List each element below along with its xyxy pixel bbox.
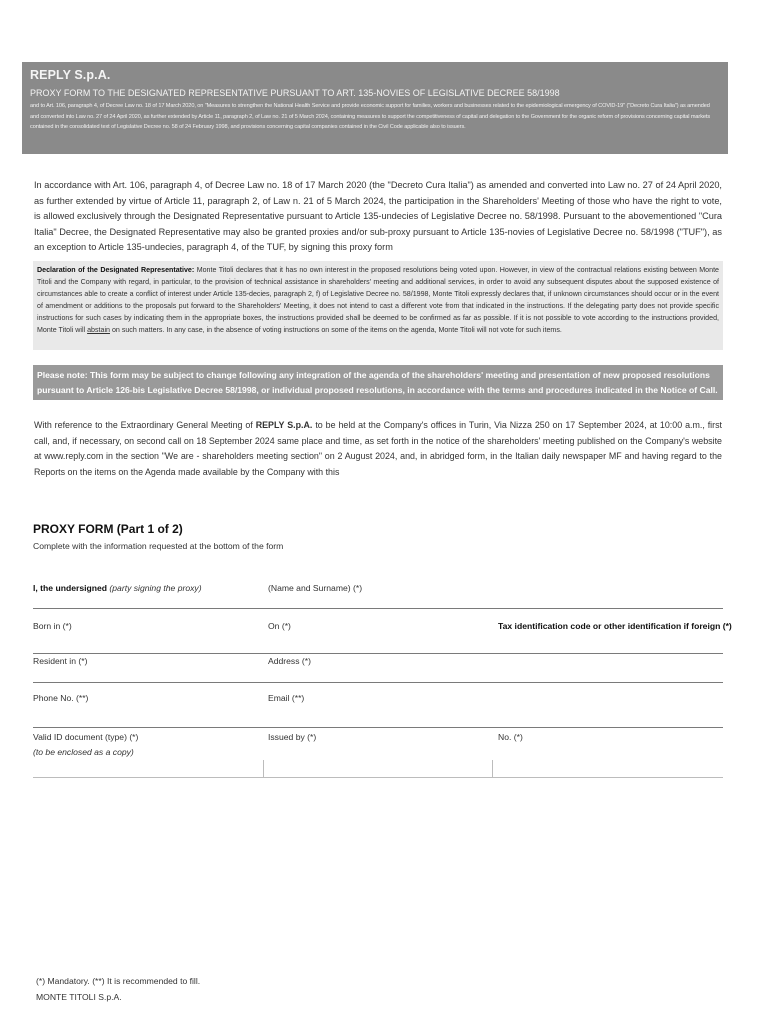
address-field[interactable]: Address (*) [268,656,311,666]
reference-text: With reference to the Extraordinary General Meeting of [34,420,253,430]
tax-id-field[interactable]: Tax identification code or other identification if foreign (*) [498,621,732,631]
row-divider [33,682,723,683]
undersigned-label [33,581,202,596]
phone-field[interactable]: Phone No. (**) [33,693,89,703]
declaration-label: Declaration of the Designated Representative: [37,266,195,274]
designated-representative-declaration [33,261,723,350]
id-document-note: (to be enclosed as a copy) [33,747,134,757]
meeting-reference-paragraph [34,418,722,481]
row-divider [33,777,723,778]
id-document-field[interactable] [33,730,138,760]
undersigned-italic: (party signing the proxy) [109,583,202,593]
footer-notes [36,974,200,1005]
row-divider [33,727,723,728]
issued-by-field[interactable]: Issued by (*) [268,732,317,742]
declaration-text-end: on such matters. In any case, in the absence of voting instructions on some of the items on the agenda, Monte Titoli will not vote for such items. [111,326,562,335]
header-subtitle: and to Art. 106, paragraph 4, of Decree Law no. 18 of 17 March 2020, on "Measures to strengthen the National Health Service and provide economic support for families, workers and businesses related to the epidemiological emergency of COVID-19" ("Decreto Cura Italia") as amended and converted into Law no. 27 of 24 April 2020, as further extended by Article 11, paragraph 2, of Law no. 21 of 5 March 2024, containing measures to support the competitiveness of capital and delegation to the Government for the organic reform of provisions concerning capital markets contained in the consolidated text of Legislative Decree no. 58 of 24 February 1998, and provisions concerning capital companies contained in the Civil Code applicable also to issuers. [30,103,711,130]
birth-date-field[interactable]: On (*) [268,621,291,631]
document-number-field[interactable]: No. (*) [498,732,523,742]
row-divider [33,608,723,609]
born-in-field[interactable]: Born in (*) [33,621,72,631]
footer-organization: MONTE TITOLI S.p.A. [36,991,122,1002]
proxy-form-subtitle: Complete with the information requested at the bottom of the form [33,541,284,551]
declaration-abstain: abstain [87,326,110,335]
id-document-label: Valid ID document (type) (*) [33,732,139,742]
undersigned-bold: I, the undersigned [33,583,108,593]
name-surname-field[interactable]: (Name and Surname) (*) [268,583,363,593]
row-divider [33,653,723,654]
intro-paragraph: In accordance with Art. 106, paragraph 4, of Decree Law no. 18 of 17 March 2020 (the "Decreto Cura Italia") as amended and converted into Law no. 27 of 24 April 2020, as further extended by virtue of Article 11, paragraph 2, of Law n. 21 of 5 March 2024, the participation in the Shareholders' Meeting of those who have the right to vote, is allowed exclusively through the Designated Representative pursuant to Article 135-undecies of Legislative Decree no. 58/1998. Pursuant to the abovementioned "Cura Italia" Decree, the Designated Representative may also be granted proxies and/or sub-proxy pursuant to Article 135-novies of Legislative Decree no. 58/1998 ("TUF"), as an exception to Article 135-undecies, paragraph 4, of the TUF, by signing this proxy form [34,180,722,252]
please-note-banner: Please note: This form may be subject to change following any integration of the agenda of the shareholders' meeting and presentation of new proposed resolutions pursuant to Article 126-bis Legislative Decree 58/1998, or individual proposed resolutions, in accordance with the terms and procedures indicated in the Notice of Call. [33,365,723,400]
column-divider [492,760,493,778]
header-band [22,62,728,154]
email-field[interactable]: Email (**) [268,693,305,703]
mandatory-legend: (*) Mandatory. (**) It is recommended to fill. [36,976,201,986]
column-divider [263,760,264,778]
form-heading: PROXY FORM TO THE DESIGNATED REPRESENTATIVE PURSUANT TO ART. 135-NOVIES OF LEGISLATIVE DECREE 58/1998 [30,88,560,98]
reference-company: REPLY S.p.A. [255,420,313,430]
company-name: REPLY S.p.A. [30,68,111,82]
declaration-text: Monte Titoli declares that it has no own interest in the proposed resolutions being voted upon. However, in view of the contractual relations existing between Monte Titoli and the Company with regard, in particular, to the provision of technical assistance in shareholders' meeting and additional services, in order to avoid any subsequent disputes about the supposed existence of circumstances able to create a conflict of interest under Article 135-decies, paragraph 2, f) of Legislative Decree no. 58/1998, Monte Titoli expressly declares that, if unknown circumstances should occur or in the event of amendment or additions to the proposals put forward to the Shareholders' Meeting, it does not intend to cast a different vote from that indicated in the instructions. If the delegating party does not provide specific instructions for such cases by indicating them in the appropriate boxes, the instructions provided shall be deemed to be confirmed as far as possible. If it is not possible to vote according to the instructions provided, Monte Titoli will [37,266,719,335]
reference-text-end: to be held at the Company's offices in Turin, Via Nizza 250 on 17 September 2024, at 10:00 a.m., first call, and, if necessary, on second call on 18 September 2024 same place and time, as set forth in the notice of the shareholders' meeting published on the Company's website at www.reply.com in the section "We are - shareholders meeting section" on 2 August 2024, and, in abridged form, in the Italian daily newspaper MF and having regard to the Reports on the items on the Agenda made available by the Company with this [34,420,723,478]
proxy-form-title: PROXY FORM (Part 1 of 2) [33,522,183,536]
resident-in-field[interactable]: Resident in (*) [33,656,88,666]
